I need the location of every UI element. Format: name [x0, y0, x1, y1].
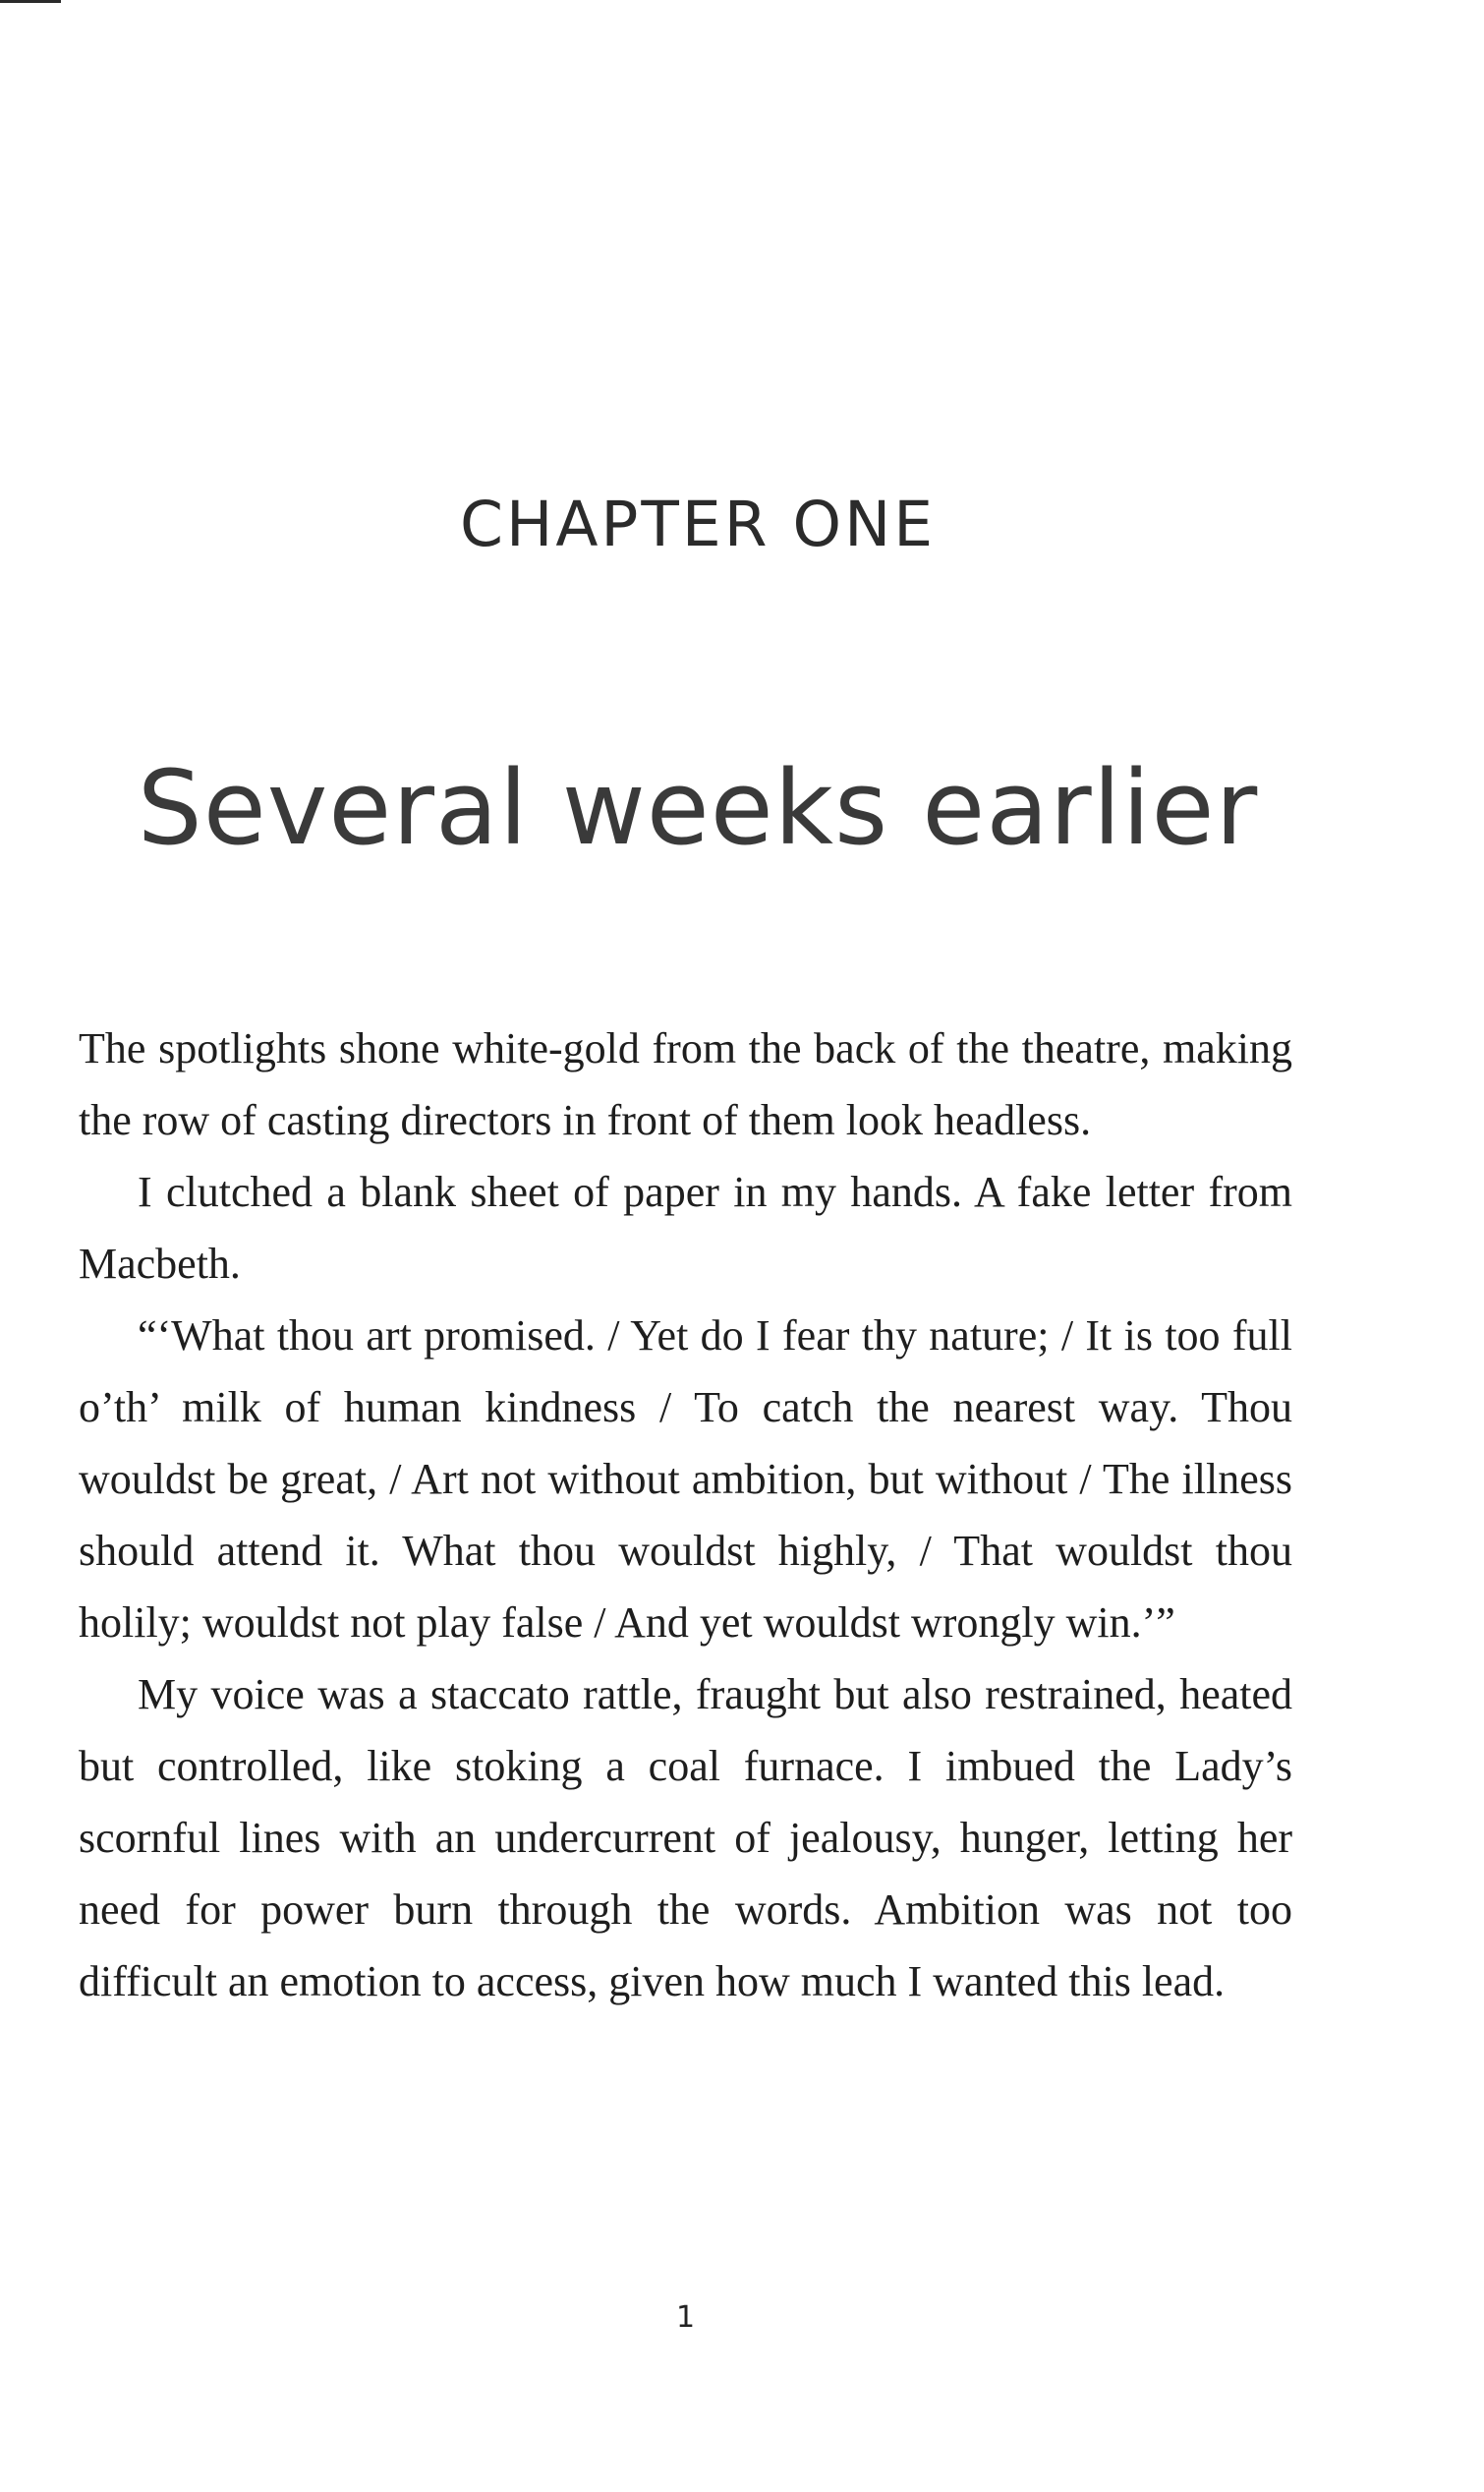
- paragraph-3: “‘What thou art promised. / Yet do I fear thy nature; / It is too full o’th’ milk of human kindness / To catch the nearest way. Thou wouldst be great, / Art not without ambition, but without / The illness should attend it. What thou wouldst highly, / That wouldst thou holily; wouldst not play false / And yet wouldst wrongly win.’”: [79, 1311, 1292, 1647]
- chapter-title: Several weeks earlier: [137, 748, 1259, 868]
- paragraph-2: I clutched a blank sheet of paper in my hands. A fake letter from Macbeth.: [79, 1168, 1292, 1288]
- paragraph-1: The spotlights shone white-gold from the back of the theatre, making the row of casting directors in front of them look headless.: [79, 1024, 1292, 1144]
- body-text: [79, 1013, 1292, 2017]
- page-number: 1: [675, 2300, 696, 2335]
- chapter-heading: CHAPTER ONE: [459, 489, 937, 560]
- page-edge-line: [0, 0, 61, 3]
- paragraph-4: My voice was a staccato rattle, fraught but also restrained, heated but controlled, like stoking a coal furnace. I imbued the Lady’s scornful lines with an undercurrent of jealousy, hunger, letting her need for power burn through the words. Ambition was not too difficult an emotion to access, given how much I wanted this lead.: [79, 1670, 1292, 2005]
